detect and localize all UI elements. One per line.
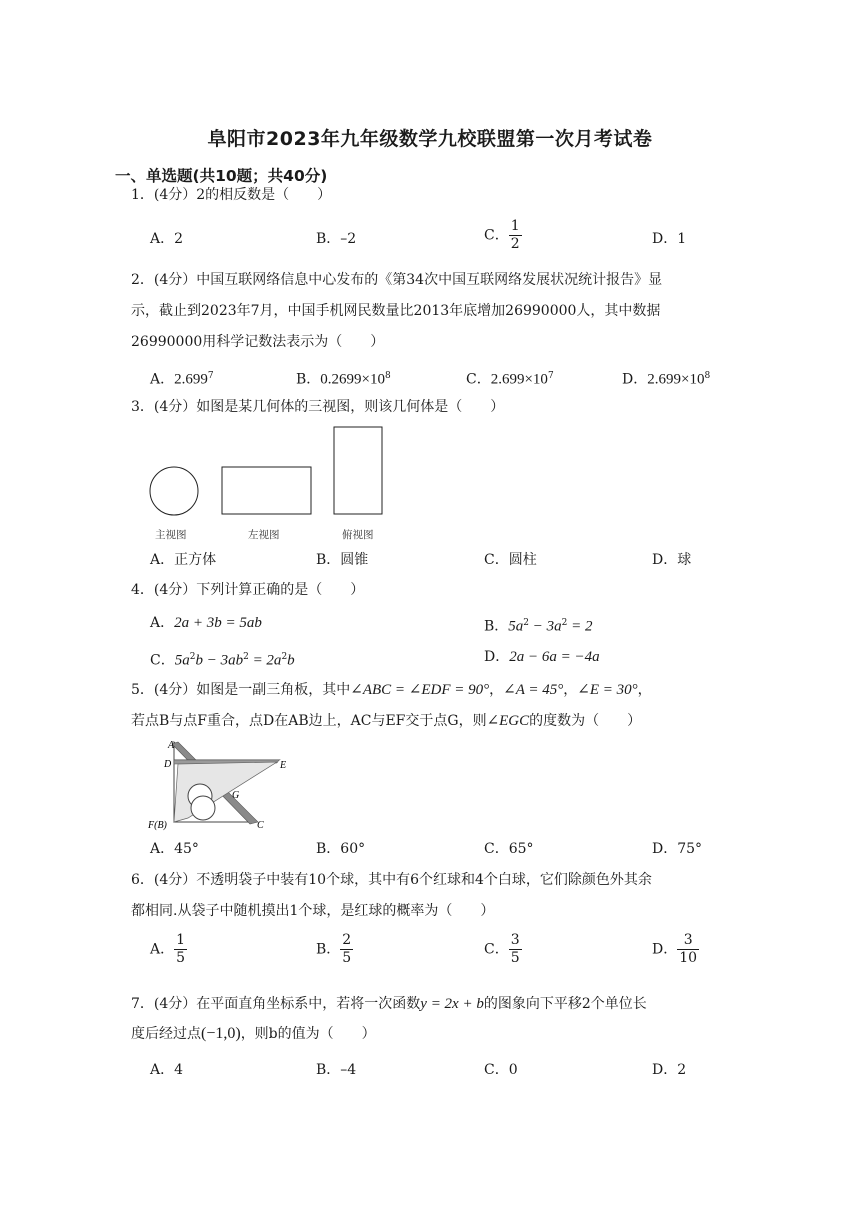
question-2-line-1: 2．(4分）中国互联网络信息中心发布的《第34次中国互联网络发展状况统计报告》显 (131, 272, 663, 288)
question-5-line-1: 5．(4分）如图是一副三角板，其中∠ABC = ∠EDF = 90°，∠A = 45°，∠E = 30°， (131, 682, 652, 698)
question-3-option-d: D．球 (652, 552, 692, 568)
question-6-option-b: B． $\frac{2}{5}$ (316, 932, 352, 966)
question-4-option-b: B．$5a^2 - 3a^2 = 2$ (484, 618, 593, 635)
question-6-option-c: C． $\frac{3}{5}$ (484, 932, 520, 966)
question-6-line-2: 都相同.从袋子中随机摸出1个球，是红球的概率为（ ） (131, 903, 495, 919)
question-7-option-d: D．2 (652, 1062, 687, 1078)
question-3-option-c: C．圆柱 (484, 552, 537, 568)
question-5-option-c: C．65° (484, 841, 534, 857)
section-heading: 一、单选题(共10题；共40分) (115, 167, 328, 185)
question-4-option-c: C．$5a^2b - 3ab^2 = 2a^2b$ (150, 652, 295, 669)
page-title: 阜阳市2023年九年级数学九校联盟第一次月考试卷 (207, 128, 653, 150)
triangle-set-figure (144, 738, 294, 834)
question-4-stem: 4．(4分）下列计算正确的是（ ） (131, 582, 365, 598)
question-3-stem: 3．(4分）如图是某几何体的三视图，则该几何体是（ ） (131, 399, 505, 415)
question-1-stem: 1．(4分）2的相反数是（ ） (131, 187, 332, 203)
question-5-line-2: 若点B与点F重合，点D在AB边上，AC与EF交于点G，则∠EGC的度数为（ ） (131, 713, 642, 729)
question-4-option-a: A．2a + 3b = 5ab (150, 615, 262, 631)
question-2-option-b: B．$0.2699\times 10^8$ (296, 371, 391, 388)
question-3-option-b: B．圆锥 (316, 552, 369, 568)
question-1-option-b: B．–2 (316, 231, 357, 247)
label-e: E (280, 760, 287, 771)
question-6-option-d: D． $\frac{3}{10}$ (652, 932, 698, 966)
hole-2 (191, 796, 215, 820)
question-6-option-a: A． $\frac{1}{5}$ (150, 932, 186, 966)
front-view-circle (150, 467, 198, 515)
label-d: D (164, 759, 172, 770)
top-view-caption: 俯视图 (342, 529, 374, 541)
three-views-figure (140, 420, 400, 522)
question-5-option-a: A．45° (150, 841, 199, 857)
question-2-option-d: D．$2.699\times 10^8$ (622, 371, 711, 388)
question-3-option-a: A．正方体 (150, 552, 217, 568)
question-2-line-3: 26990000用科学记数法表示为（ ） (131, 334, 385, 350)
label-g: G (232, 790, 240, 801)
question-7-line-2: 度后经过点(−1,0)，则b的值为（ ） (131, 1025, 376, 1042)
question-6-line-1: 6．(4分）不透明袋子中装有10个球，其中有6个红球和4个白球，它们除颜色外其余 (131, 872, 652, 888)
question-7-option-b: B．–4 (316, 1062, 357, 1078)
side-view-rectangle (222, 467, 311, 514)
top-view-rectangle (334, 427, 382, 514)
question-1-option-a: A．2 (150, 231, 184, 247)
question-2-option-a: A．2.699$^7$ (150, 371, 214, 388)
question-2-line-2: 示，截止到2023年7月，中国手机网民数量比2013年底增加26990000人，其中数据 (131, 303, 661, 319)
question-4-option-d: D．2a − 6a = −4a (484, 649, 600, 665)
question-5-option-d: D．75° (652, 841, 703, 857)
question-2-option-c: C．$2.699\times 10^7$ (466, 371, 554, 388)
label-a: A (168, 740, 175, 751)
question-1-option-d: D．1 (652, 231, 687, 247)
question-1-option-c: C． $\frac{1}{2}$ (484, 218, 520, 252)
question-7-option-a: A．4 (150, 1062, 184, 1078)
question-7-line-1: 7．(4分）在平面直角坐标系中，若将一次函数y = 2x + b的图象向下平移2个单位长 (131, 996, 647, 1012)
side-view-caption: 左视图 (248, 529, 280, 541)
label-c: C (257, 820, 264, 831)
front-view-caption: 主视图 (155, 529, 187, 541)
label-fb: F(B) (148, 820, 167, 831)
question-5-option-b: B．60° (316, 841, 366, 857)
question-7-option-c: C．0 (484, 1062, 518, 1078)
